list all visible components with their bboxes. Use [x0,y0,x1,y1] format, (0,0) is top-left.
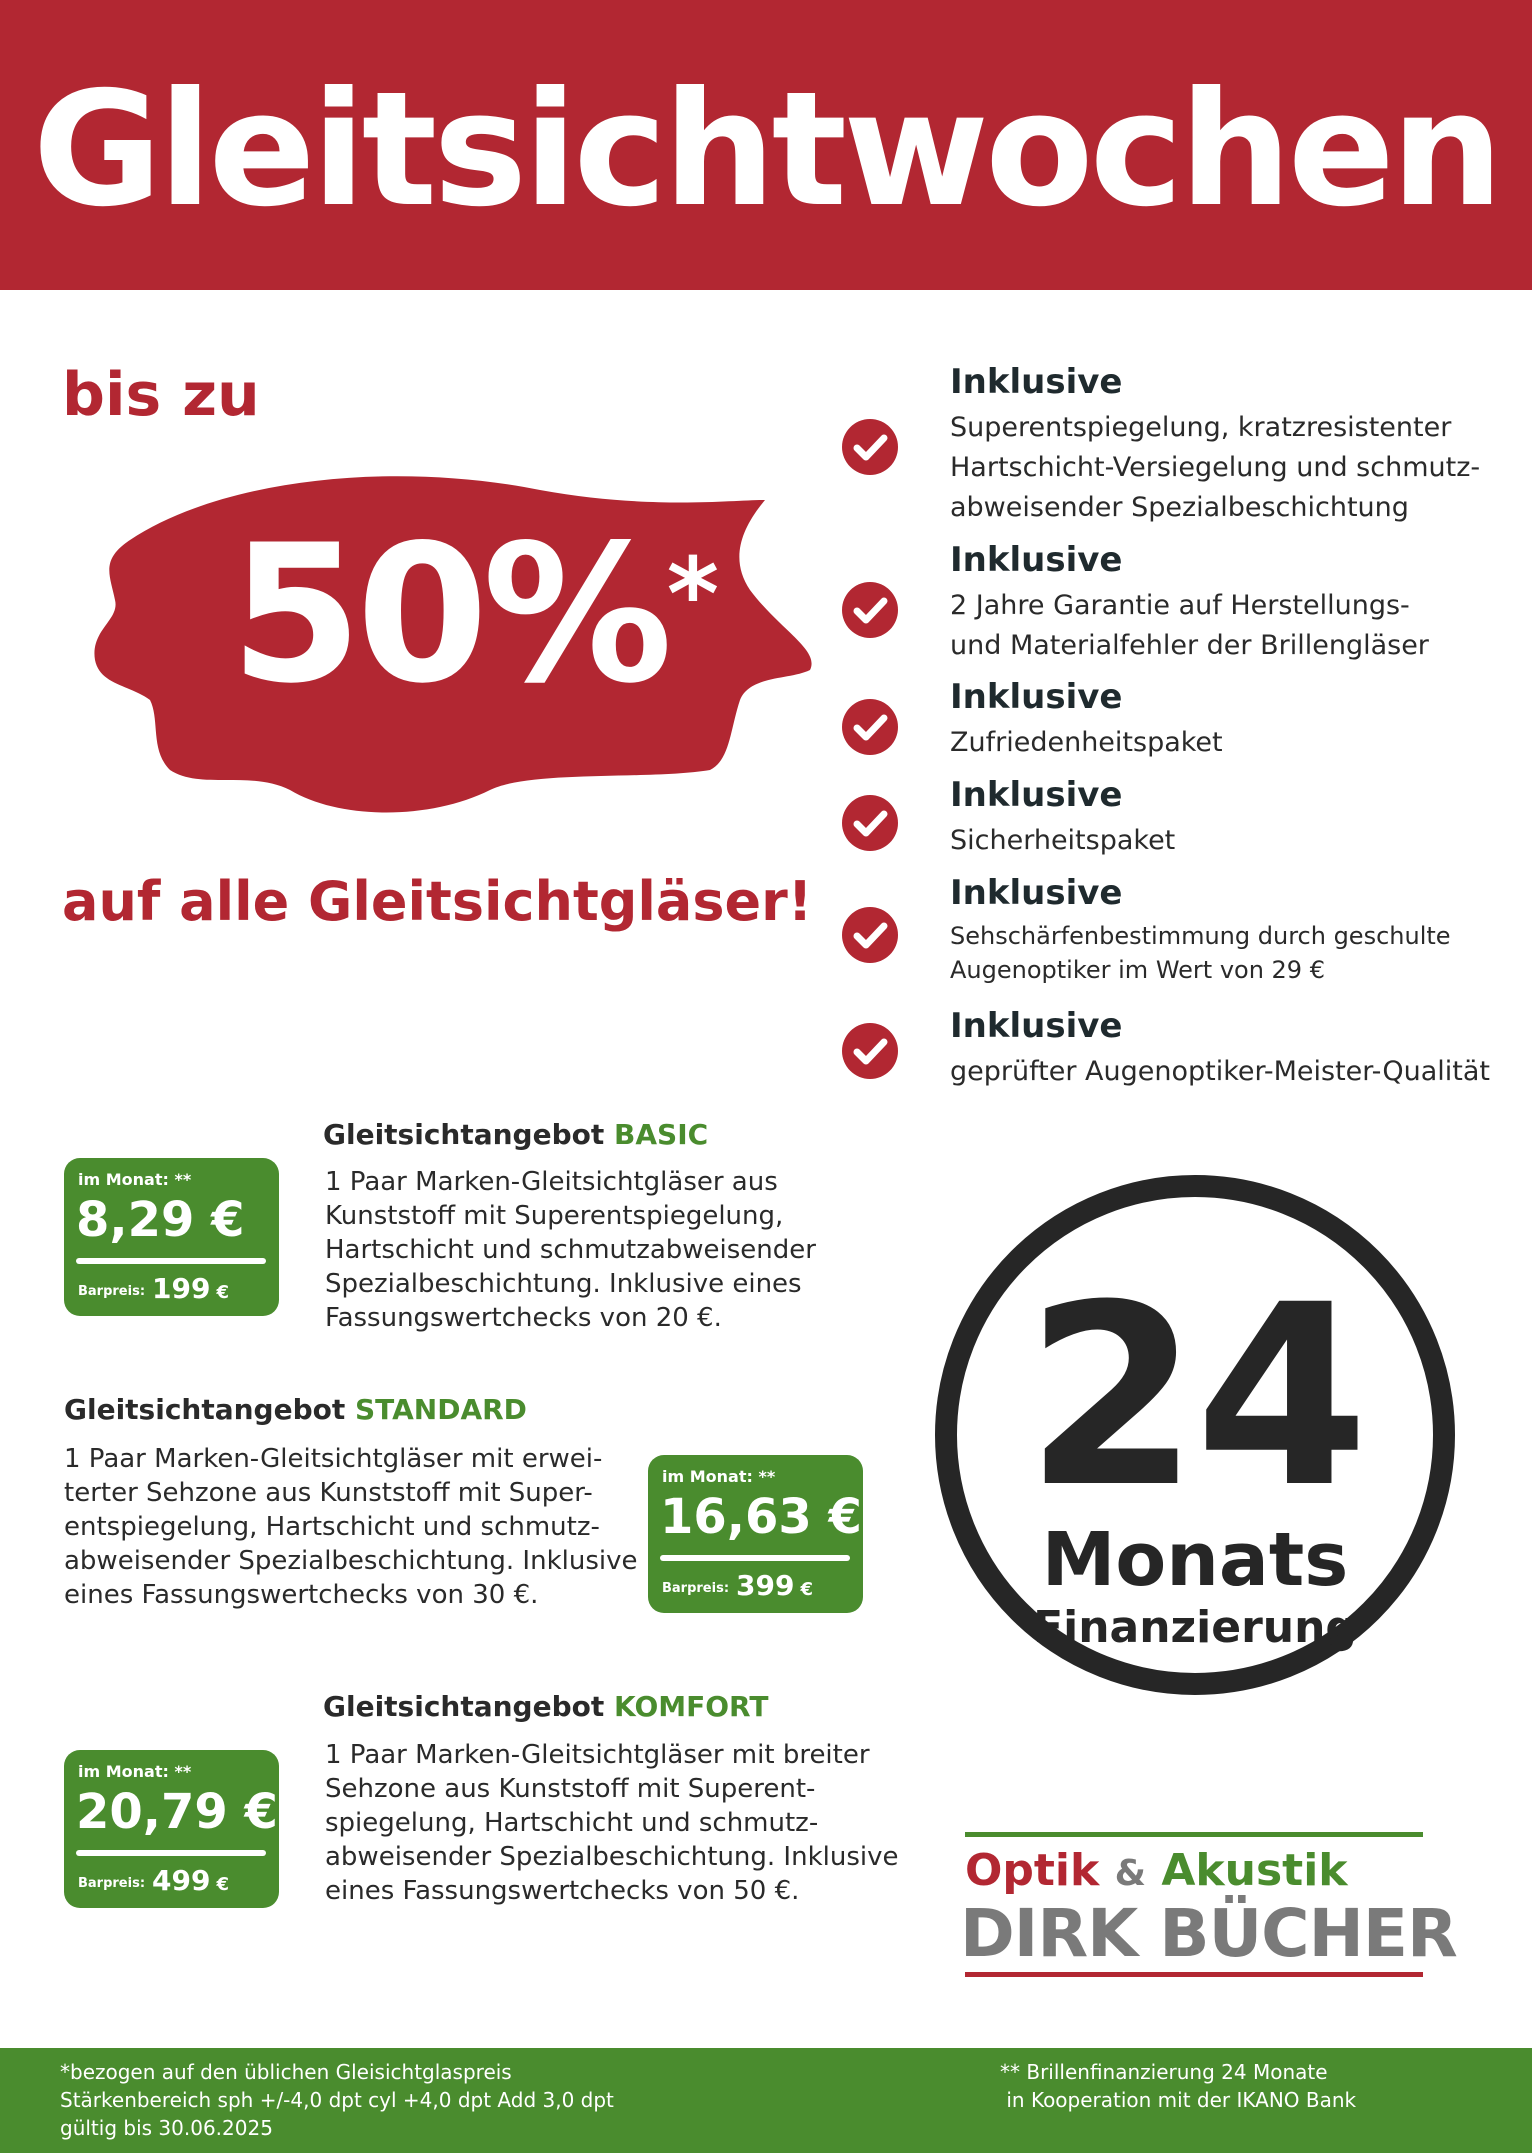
benefit-description: geprüfter Augenoptiker-Meister-Qualität [950,1056,1491,1087]
financing-word: Monats [1041,1517,1349,1603]
cash-price-label: Barpreis: [662,1581,730,1596]
benefit-description: Sehschärfenbestimmung durch geschulte Augenoptiker im Wert von 29 € [950,922,1451,984]
benefit-title: Inklusive [950,775,1123,815]
footer-disclaimer: *bezogen auf den üblichen Gleisichtglaspreis Stärkenbereich sph +/-4,0 dpt cyl +4,0 dpt Add 3,0 dpt gültig bis 30.06.2025 [60,2060,614,2140]
cash-price-label: Barpreis: [78,1284,146,1299]
offer-description-standard: 1 Paar Marken-Gleitsichtgläser mit erwei- terter Sehzone aus Kunststoff mit Super- entspiegelung, Hartschicht und schmutz- abweisender Spezialbeschichtung. Inklusive eines Fassungswertchecks von 30 €. [64,1444,638,1610]
price-box-basic [64,1158,279,1316]
financing-badge [935,1175,1455,1695]
cash-price-label: Barpreis: [78,1876,146,1891]
benefit-title: Inklusive [950,362,1123,402]
monthly-label: im Monat: ** [78,1762,192,1781]
logo-name: DIRK BÜCHER [960,1895,1457,1972]
cash-price: 399 € [736,1569,813,1602]
check-circle-icon [840,793,900,853]
monthly-price: 8,29 € [76,1192,245,1248]
price-box-standard [648,1455,863,1613]
benefit-title: Inklusive [950,677,1123,717]
benefit-title: Inklusive [950,873,1123,913]
offer-title-standard: Gleitsichtangebot STANDARD [64,1393,527,1426]
price-divider [660,1555,850,1561]
monthly-price: 20,79 € [76,1784,278,1840]
logo-top-line [965,1832,1423,1837]
price-box-komfort [64,1750,279,1908]
logo-bottom-line [965,1972,1423,1977]
check-circle-icon [840,580,900,640]
promo-tagline: auf alle Gleitsichtgläser! [62,870,813,933]
monthly-label: im Monat: ** [662,1467,776,1486]
benefit-description: Sicherheitspaket [950,825,1176,856]
monthly-label: im Monat: ** [78,1170,192,1189]
check-circle-icon [840,417,900,477]
discount-asterisk: * [666,536,714,653]
price-divider [76,1258,266,1264]
check-circle-icon [840,905,900,965]
monthly-price: 16,63 € [660,1489,862,1545]
benefit-title: Inklusive [950,540,1123,580]
benefit-description: Zufriedenheitspaket [950,727,1223,758]
offer-description-basic: 1 Paar Marken-Gleitsichtgläser aus Kunststoff mit Superentspiegelung, Hartschicht und schmutzabweisender Spezialbeschichtung. Inklusive eines Fassungswertchecks von 20 €. [325,1167,816,1333]
financing-months: 24 [1025,1251,1365,1542]
discount-number: 50% [230,504,667,725]
benefit-description: Superentspiegelung, kratzresistenter Hartschicht-Versiegelung und schmutz- abweisender Spezialbeschichtung [950,412,1481,523]
offer-title-komfort: Gleitsichtangebot KOMFORT [323,1690,769,1723]
benefit-description: 2 Jahre Garantie auf Herstellungs- und Materialfehler der Brillengläser [950,590,1429,661]
price-divider [76,1850,266,1856]
offer-title-basic: Gleitsichtangebot BASIC [323,1118,709,1151]
logo-optik-akustik: Optik & Akustik [965,1845,1348,1896]
discount-value [230,504,714,725]
cash-price: 199 € [152,1272,229,1305]
promo-lead: bis zu [62,360,260,430]
footer-financing-note: ** Brillenfinanzierung 24 Monate in Kooperation mit der IKANO Bank [1000,2060,1357,2112]
check-circle-icon [840,697,900,757]
check-circle-icon [840,1021,900,1081]
benefit-title: Inklusive [950,1006,1123,1046]
page-title: Gleitsichtwochen [32,58,1500,242]
financing-subtitle: Finanzierung [1033,1602,1357,1653]
offer-description-komfort: 1 Paar Marken-Gleitsichtgläser mit breiter Sehzone aus Kunststoff mit Superent- spiegelung, Hartschicht und schmutz- abweisender Spezialbeschichtung. Inklusive eines Fassungswertchecks von 50 €. [325,1740,899,1906]
cash-price: 499 € [152,1864,229,1897]
